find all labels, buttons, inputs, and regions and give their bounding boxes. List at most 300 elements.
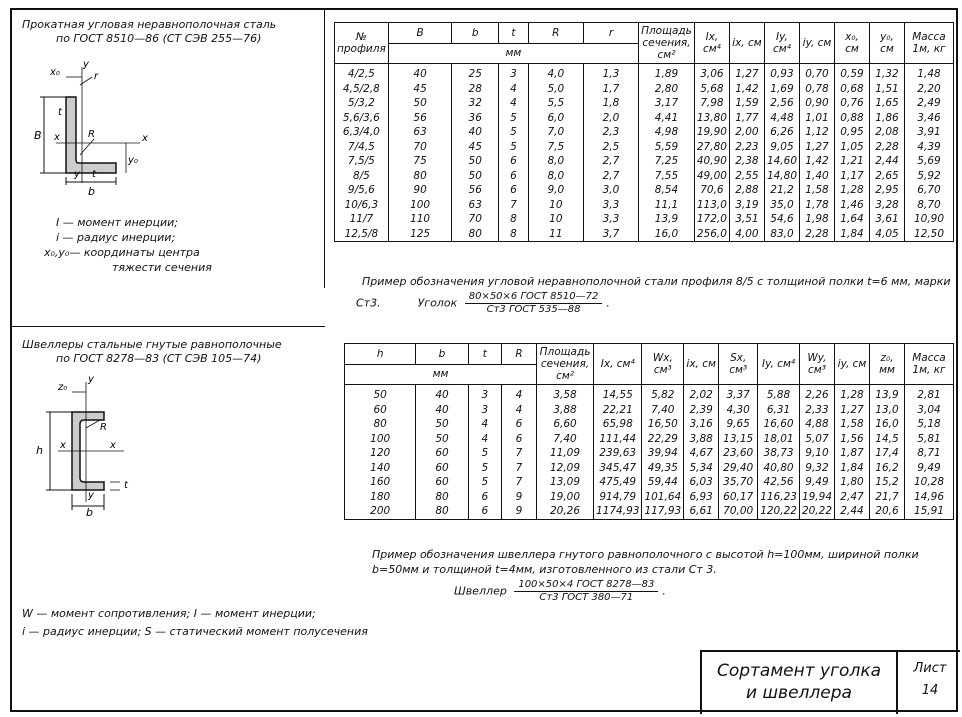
table-cell: 345,47 (594, 461, 642, 476)
table-cell: 13,0 (870, 403, 905, 418)
table-cell: 1,27 (835, 403, 870, 418)
table-cell: 22,29 (642, 432, 684, 447)
table-row (345, 475, 954, 490)
table-cell: 1,46 (835, 198, 870, 213)
angle-label-b: b (88, 185, 95, 198)
table-cell: 3 (468, 385, 501, 403)
table-cell: 70 (452, 212, 499, 227)
col-b: b (416, 344, 468, 365)
table-cell: 40 (388, 64, 452, 82)
table-cell: 19,00 (537, 490, 594, 505)
table-cell: 3,88 (537, 403, 594, 418)
table-cell: 7,0 (528, 125, 583, 140)
table-cell: 5 (499, 140, 529, 155)
angle-section-figure (20, 55, 170, 200)
angle-caption-line-2: по ГОСТ 8510—86 (СТ СЭВ 255—76) (56, 32, 262, 45)
angle-label-r: r (94, 71, 99, 82)
table-cell: 54,6 (764, 212, 799, 227)
col-R: R (528, 23, 583, 44)
table-cell: 256,0 (694, 227, 729, 242)
table-cell: 3,17 (639, 96, 695, 111)
table-cell: 22,21 (594, 403, 642, 418)
table-cell: 6 (499, 154, 529, 169)
col-R: R (501, 344, 536, 365)
table-cell: 160 (345, 475, 416, 490)
table-cell: 0,90 (800, 96, 835, 111)
table-cell: 0,95 (835, 125, 870, 140)
table-cell: 200 (345, 504, 416, 519)
unit-mm: мм (388, 43, 638, 64)
table-cell: 2,7 (583, 169, 638, 184)
channel-label-R: R (100, 422, 107, 433)
table-cell: 70,6 (694, 183, 729, 198)
table-cell: 4 (499, 82, 529, 97)
col-Ix: Ix, см⁴ (694, 23, 729, 64)
table-cell: 4 (501, 403, 536, 418)
bottom-legend-line: i — радиус инерции; S — статический момент полусечения (22, 625, 368, 638)
angle-legend-line: I — момент инерции; (56, 216, 179, 229)
table-cell: 13,80 (694, 111, 729, 126)
table-cell: 20,22 (799, 504, 834, 519)
col-iy: iy, см (800, 23, 835, 64)
table-cell: 5,88 (758, 385, 800, 403)
table-cell: 8 (499, 212, 529, 227)
table-cell: 2,3 (583, 125, 638, 140)
table-cell: 5,0 (528, 82, 583, 97)
table-cell: 60 (345, 403, 416, 418)
table-cell: 3 (499, 64, 529, 82)
table-cell: 39,94 (642, 446, 684, 461)
table-cell: 1,40 (800, 169, 835, 184)
table-cell: 4,30 (719, 403, 758, 418)
section-divider-left (10, 326, 325, 327)
table-cell: 6,3/4,0 (335, 125, 389, 140)
table-cell: 7,5/5 (335, 154, 389, 169)
table-cell: 5 (499, 111, 529, 126)
table-cell: 1,87 (835, 446, 870, 461)
table-cell: 5,69 (905, 154, 954, 169)
col-profile: № профиля (335, 23, 389, 64)
bottom-legend-line: W — момент сопротивления; I — момент инерции; (22, 607, 316, 620)
table-cell: 40 (416, 403, 468, 418)
table-cell: 13,9 (639, 212, 695, 227)
table-cell: 2,80 (639, 82, 695, 97)
table-cell: 0,70 (800, 64, 835, 82)
table-cell: 5 (499, 125, 529, 140)
title-line-1: Сортамент уголка (716, 661, 882, 681)
table-cell: 4 (468, 432, 501, 447)
table-cell: 40 (416, 385, 468, 403)
table-cell: 40,90 (694, 154, 729, 169)
table-cell: 63 (452, 198, 499, 213)
table-cell: 6,60 (537, 417, 594, 432)
sheet-number: 14 (921, 683, 939, 698)
angle-label-y0: y₀ (128, 155, 138, 166)
table-cell: 5,18 (905, 417, 954, 432)
table-cell: 4,0 (528, 64, 583, 82)
table-cell: 2,47 (835, 490, 870, 505)
table-cell: 2,81 (905, 385, 954, 403)
table-cell: 50 (345, 385, 416, 403)
table-cell: 9,49 (905, 461, 954, 476)
table-cell: 6 (501, 417, 536, 432)
table-row (335, 154, 954, 169)
angle-example-den: Ст3 ГОСТ 535—88 (486, 304, 581, 315)
table-cell: 3,28 (870, 198, 905, 213)
table-cell: 1,21 (835, 154, 870, 169)
table-cell: 2,38 (729, 154, 764, 169)
table-cell: 140 (345, 461, 416, 476)
table-cell: 14,55 (594, 385, 642, 403)
channel-example-fraction (514, 579, 658, 604)
table-cell: 50 (416, 432, 468, 447)
table-cell: 4,48 (764, 111, 799, 126)
table-cell: 27,80 (694, 140, 729, 155)
table-cell: 60,17 (719, 490, 758, 505)
table-cell: 17,4 (870, 446, 905, 461)
table-cell: 7 (501, 446, 536, 461)
table-cell: 3,04 (905, 403, 954, 418)
table-cell: 1,98 (800, 212, 835, 227)
table-cell: 1,27 (729, 64, 764, 82)
table-cell: 2,28 (870, 140, 905, 155)
table-cell: 1,80 (835, 475, 870, 490)
table-cell: 2,26 (799, 385, 834, 403)
table-cell: 3,3 (583, 198, 638, 213)
table-cell: 4/2,5 (335, 64, 389, 82)
table-cell: 1,3 (583, 64, 638, 82)
table-cell: 9,32 (799, 461, 834, 476)
table-cell: 3,19 (729, 198, 764, 213)
table-row (335, 64, 954, 82)
table-cell: 9/5,6 (335, 183, 389, 198)
col-Iy: Iy, см⁴ (758, 344, 800, 385)
table-cell: 7,40 (642, 403, 684, 418)
table-cell: 475,49 (594, 475, 642, 490)
table-row (335, 198, 954, 213)
table-cell: 4 (501, 385, 536, 403)
table-cell: 2,44 (835, 504, 870, 519)
table-cell: 20,6 (870, 504, 905, 519)
table-row (345, 385, 954, 403)
table-cell: 29,40 (719, 461, 758, 476)
col-Sx: Sx, см³ (719, 344, 758, 385)
table-cell: 1,8 (583, 96, 638, 111)
table-cell: 11,1 (639, 198, 695, 213)
col-mass: Масса 1м, кг (905, 344, 954, 385)
table-cell: 1,64 (835, 212, 870, 227)
table-cell: 6 (499, 183, 529, 198)
table-cell: 1,12 (800, 125, 835, 140)
table-row (335, 125, 954, 140)
table-cell: 12,09 (537, 461, 594, 476)
title-block (700, 650, 960, 714)
table-cell: 7 (499, 198, 529, 213)
table-cell: 70 (388, 140, 452, 155)
table-cell: 3,91 (905, 125, 954, 140)
table-cell: 4,05 (870, 227, 905, 242)
table-cell: 101,64 (642, 490, 684, 505)
angle-label-x-left: x (54, 132, 60, 143)
channel-label-y-top: y (88, 374, 94, 385)
table-row (335, 169, 954, 184)
table-cell: 50 (452, 169, 499, 184)
table-cell: 42,56 (758, 475, 800, 490)
table-cell: 18,01 (758, 432, 800, 447)
table-cell: 6,31 (758, 403, 800, 418)
channel-table (344, 343, 954, 520)
table-cell: 2,20 (905, 82, 954, 97)
table-cell: 1,89 (639, 64, 695, 82)
table-cell: 117,93 (642, 504, 684, 519)
table-cell: 10,90 (905, 212, 954, 227)
table-cell: 1,32 (870, 64, 905, 82)
table-cell: 0,88 (835, 111, 870, 126)
table-cell: 3,16 (684, 417, 719, 432)
table-cell: 0,93 (764, 64, 799, 82)
table-cell: 14,60 (764, 154, 799, 169)
table-row (335, 140, 954, 155)
angle-label-y-bottom: y (74, 169, 80, 180)
angle-example-line: Пример обозначения угловой неравнополочной стали профиля 8/5 с толщиной полки t=6 мм, марки (362, 275, 951, 288)
table-cell: 35,70 (719, 475, 758, 490)
table-cell: 0,59 (835, 64, 870, 82)
unit-mm: мм (345, 364, 537, 385)
table-cell: 20,26 (537, 504, 594, 519)
table-cell: 1,7 (583, 82, 638, 97)
table-row (335, 96, 954, 111)
table-cell: 110 (388, 212, 452, 227)
table-cell: 3,37 (719, 385, 758, 403)
channel-example-end: . (662, 584, 666, 598)
table-row (345, 490, 954, 505)
table-cell: 56 (452, 183, 499, 198)
angle-example-prefix: Ст3. (356, 296, 381, 310)
table-cell: 8,0 (528, 169, 583, 184)
table-cell: 5,5 (528, 96, 583, 111)
table-cell: 1,58 (835, 417, 870, 432)
col-area: Площадь сечения, см² (537, 344, 594, 385)
table-cell: 1,48 (905, 64, 954, 82)
col-ix: ix, см (729, 23, 764, 64)
table-cell: 1,86 (870, 111, 905, 126)
table-cell: 10/6,3 (335, 198, 389, 213)
table-cell: 3 (468, 403, 501, 418)
table-cell: 56 (388, 111, 452, 126)
col-Wx: Wx, см³ (642, 344, 684, 385)
col-y0: y₀, см (870, 23, 905, 64)
angle-legend (44, 215, 212, 275)
angle-example-fraction (465, 291, 603, 316)
table-cell: 8,70 (905, 198, 954, 213)
table-cell: 11/7 (335, 212, 389, 227)
angle-example-end: . (606, 296, 610, 310)
col-Iy: Iy, см⁴ (764, 23, 799, 64)
table-cell: 6,0 (528, 111, 583, 126)
section-divider (324, 8, 325, 288)
table-cell: 35,0 (764, 198, 799, 213)
table-cell: 7,98 (694, 96, 729, 111)
angle-label-x-right: x (142, 133, 148, 144)
table-cell: 8,71 (905, 446, 954, 461)
table-cell: 1,17 (835, 169, 870, 184)
table-cell: 5,92 (905, 169, 954, 184)
table-cell: 80 (416, 504, 468, 519)
table-cell: 12,50 (905, 227, 954, 242)
col-b: b (452, 23, 499, 44)
table-cell: 90 (388, 183, 452, 198)
bottom-legend (22, 605, 368, 641)
table-cell: 2,33 (799, 403, 834, 418)
table-cell: 1,51 (870, 82, 905, 97)
table-cell: 6 (468, 504, 501, 519)
table-cell: 16,2 (870, 461, 905, 476)
table-cell: 1,58 (800, 183, 835, 198)
table-cell: 21,2 (764, 183, 799, 198)
table-row (345, 432, 954, 447)
table-cell: 5,07 (799, 432, 834, 447)
channel-label-y-bottom: y (88, 490, 94, 501)
table-cell: 2,7 (583, 154, 638, 169)
col-h: h (345, 344, 416, 365)
table-cell: 21,7 (870, 490, 905, 505)
channel-example-line: Пример обозначения швеллера гнутого равнополочного с высотой h=100мм, шириной полки (372, 548, 919, 561)
table-cell: 6,93 (684, 490, 719, 505)
table-cell: 60 (416, 446, 468, 461)
table-cell: 9 (501, 490, 536, 505)
table-cell: 4 (468, 417, 501, 432)
table-cell: 14,80 (764, 169, 799, 184)
table-row (335, 183, 954, 198)
table-cell: 0,68 (835, 82, 870, 97)
table-cell: 116,23 (758, 490, 800, 505)
angle-example-designation (356, 291, 951, 316)
table-cell: 1174,93 (594, 504, 642, 519)
table-cell: 5,68 (694, 82, 729, 97)
table-cell: 5,81 (905, 432, 954, 447)
table-cell: 8/5 (335, 169, 389, 184)
table-cell: 60 (416, 475, 468, 490)
col-area: Площадь сечения, см² (639, 23, 695, 64)
col-z0: z₀, мм (870, 344, 905, 385)
channel-label-x-right: x (110, 440, 116, 451)
table-cell: 6 (501, 432, 536, 447)
table-row (335, 227, 954, 242)
channel-label-x-left: x (60, 440, 66, 451)
table-cell: 7/4,5 (335, 140, 389, 155)
table-row (335, 212, 954, 227)
table-cell: 3,0 (583, 183, 638, 198)
table-cell: 15,91 (905, 504, 954, 519)
table-cell: 6,61 (684, 504, 719, 519)
col-iy: iy, см (835, 344, 870, 385)
table-cell: 2,28 (800, 227, 835, 242)
angle-label-t: t (58, 107, 62, 118)
channel-label-b: b (86, 506, 93, 519)
table-cell: 25 (452, 64, 499, 82)
table-cell: 4 (499, 96, 529, 111)
table-cell: 2,5 (583, 140, 638, 155)
table-cell: 9,49 (799, 475, 834, 490)
table-cell: 3,58 (537, 385, 594, 403)
table-cell: 19,90 (694, 125, 729, 140)
table-cell: 63 (388, 125, 452, 140)
channel-label-h: h (36, 444, 43, 457)
table-cell: 1,01 (800, 111, 835, 126)
table-cell: 28 (452, 82, 499, 97)
table-cell: 32 (452, 96, 499, 111)
table-cell: 80 (388, 169, 452, 184)
table-row (345, 461, 954, 476)
table-cell: 1,28 (835, 183, 870, 198)
table-cell: 5,6/3,6 (335, 111, 389, 126)
angle-caption (22, 18, 276, 46)
angle-caption-line-1: Прокатная угловая неравнополочная сталь (22, 18, 277, 31)
table-cell: 49,35 (642, 461, 684, 476)
table-cell: 113,0 (694, 198, 729, 213)
table-cell: 2,65 (870, 169, 905, 184)
table-cell: 80 (416, 490, 468, 505)
table-cell: 11 (528, 227, 583, 242)
table-cell: 4,5/2,8 (335, 82, 389, 97)
table-cell: 3,46 (905, 111, 954, 126)
table-cell: 7,55 (639, 169, 695, 184)
table-cell: 8,0 (528, 154, 583, 169)
table-row (345, 417, 954, 432)
table-cell: 1,84 (835, 461, 870, 476)
table-cell: 50 (452, 154, 499, 169)
table-cell: 23,60 (719, 446, 758, 461)
table-cell: 120,22 (758, 504, 800, 519)
table-cell: 8,54 (639, 183, 695, 198)
table-cell: 2,55 (729, 169, 764, 184)
table-cell: 7 (501, 461, 536, 476)
table-row (335, 82, 954, 97)
table-cell: 4,41 (639, 111, 695, 126)
channel-label-t: t (124, 480, 128, 491)
table-cell: 1,78 (800, 198, 835, 213)
table-cell: 2,08 (870, 125, 905, 140)
angle-table (334, 22, 954, 242)
table-cell: 65,98 (594, 417, 642, 432)
table-cell: 12,5/8 (335, 227, 389, 242)
table-cell: 7 (501, 475, 536, 490)
table-cell: 7,40 (537, 432, 594, 447)
channel-caption-line-1: Швеллеры стальные гнутые равнополочные (22, 338, 282, 351)
table-cell: 1,69 (764, 82, 799, 97)
table-cell: 14,96 (905, 490, 954, 505)
col-B: B (388, 23, 452, 44)
table-cell: 172,0 (694, 212, 729, 227)
table-cell: 70,00 (719, 504, 758, 519)
table-cell: 6 (499, 169, 529, 184)
table-cell: 16,60 (758, 417, 800, 432)
table-row (335, 111, 954, 126)
table-cell: 13,15 (719, 432, 758, 447)
table-cell: 1,28 (835, 385, 870, 403)
angle-label-R: R (88, 129, 95, 140)
table-cell: 2,02 (684, 385, 719, 403)
table-cell: 2,00 (729, 125, 764, 140)
channel-example-line: b=50мм и толщиной t=4мм, изготовленного из стали Ст 3. (372, 563, 717, 576)
channel-example-num: 100×50×4 ГОСТ 8278—83 (514, 579, 658, 592)
table-cell: 1,77 (729, 111, 764, 126)
channel-example (372, 547, 919, 604)
table-cell: 16,0 (870, 417, 905, 432)
col-t: t (499, 23, 529, 44)
table-cell: 1,42 (729, 82, 764, 97)
table-cell: 4,98 (639, 125, 695, 140)
